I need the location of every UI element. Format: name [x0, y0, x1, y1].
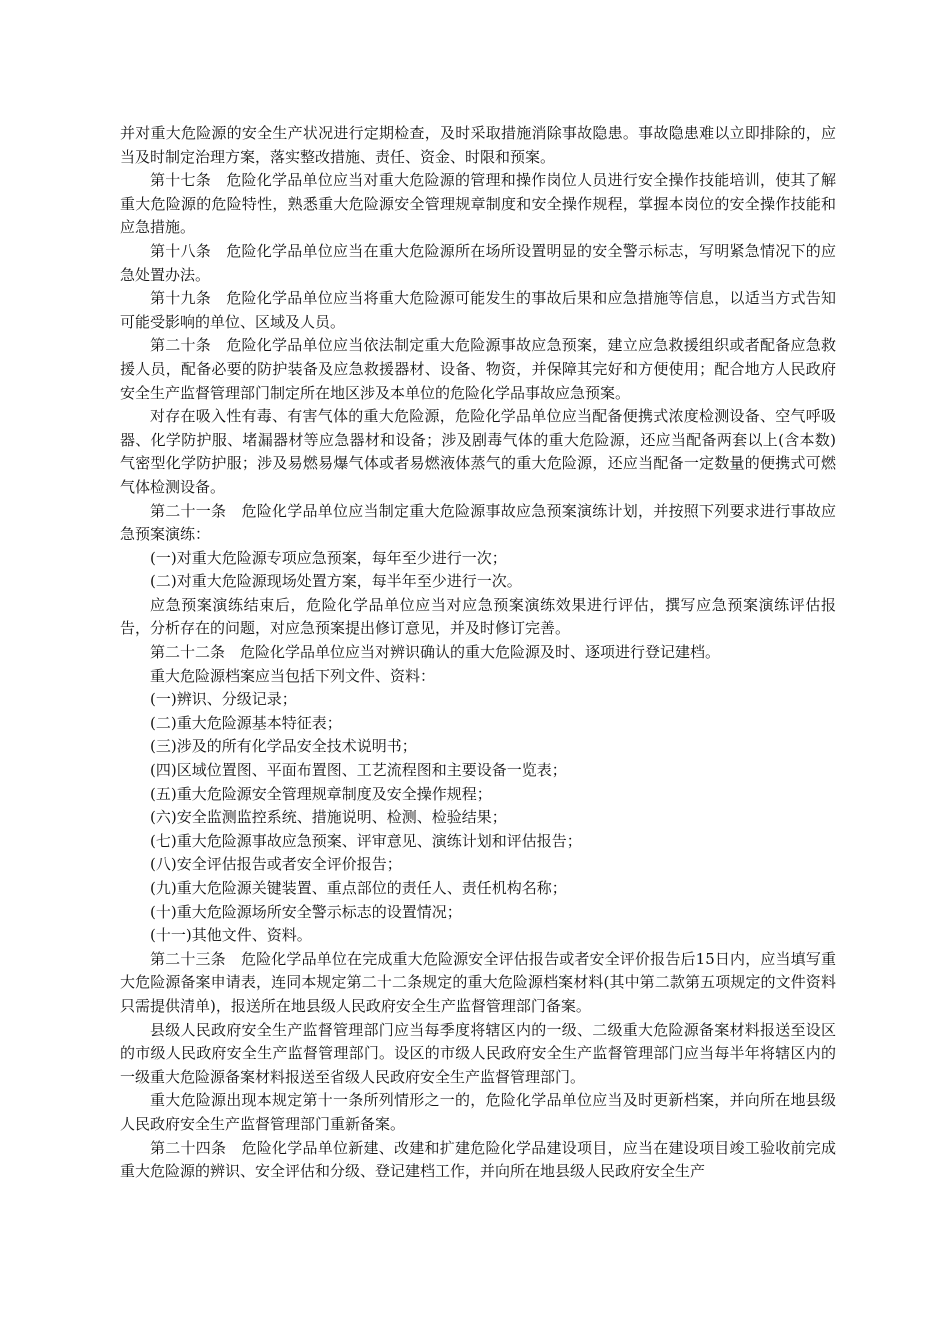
paragraph: 第十七条 危险化学品单位应当对重大危险源的管理和操作岗位人员进行安全操作技能培训，使其了解重大危险源的危险特性，熟悉重大危险源安全管理规章制度和安全操作规程，掌握本岗位的安全操作技能和应急措施。: [120, 171, 836, 237]
paragraph: 县级人民政府安全生产监督管理部门应当每季度将辖区内的一级、二级重大危险源备案材料报送至设区的市级人民政府安全生产监督管理部门。设区的市级人民政府安全生产监督管理部门应当每半年将辖区内的一级重大危险源备案材料报送至省级人民政府安全生产监督管理部门。: [120, 1020, 836, 1086]
paragraph: (三)涉及的所有化学品安全技术说明书；: [150, 737, 417, 756]
paragraph: (十)重大危险源场所安全警示标志的设置情况；: [150, 902, 462, 921]
paragraph: (七)重大危险源事故应急预案、评审意见、演练计划和评估报告；: [150, 831, 582, 850]
paragraph: (一)对重大危险源专项应急预案，每年至少进行一次；: [150, 548, 507, 567]
paragraph: (十一)其他文件、资料。: [150, 926, 312, 945]
paragraph: (九)重大危险源关键装置、重点部位的责任人、责任机构名称；: [150, 879, 567, 897]
paragraph: 第二十条 危险化学品单位应当依法制定重大危险源事故应急预案，建立应急救援组织或者配备应急救援人员，配备必要的防护装备及应急救援器材、设备、物资，并保障其完好和方便使用；配合地方人民政府安全生产监督管理部门制定所在地区涉及本单位的危险化学品事故应急预案。: [120, 336, 836, 402]
paragraph: (四)区域位置图、平面布置图、工艺流程图和主要设备一览表；: [150, 761, 567, 780]
paragraph: (六)安全监测监控系统、措施说明、检测、检验结果；: [150, 808, 507, 827]
paragraph: 第二十二条 危险化学品单位应当对辨识确认的重大危险源及时、逐项进行登记建档。: [150, 643, 721, 662]
paragraph: 第十九条 危险化学品单位应当将重大危险源可能发生的事故后果和应急措施等信息，以适当方式告知可能受影响的单位、区域及人员。: [120, 289, 836, 331]
paragraph: 对存在吸入性有毒、有害气体的重大危险源，危险化学品单位应当配备便携式浓度检测设备、空气呼吸器、化学防护服、堵漏器材等应急器材和设备；涉及剧毒气体的重大危险源，还应当配备两套以上(含本数)气密型化学防护服；涉及易燃易爆气体或者易燃液体蒸气的重大危险源，还应当配备一定数量的便携式可燃气体检测设备。: [120, 407, 836, 496]
paragraph: 应急预案演练结束后，危险化学品单位应当对应急预案演练效果进行评估，撰写应急预案演练评估报告，分析存在的问题，对应急预案提出修订意见，并及时修订完善。: [120, 595, 836, 638]
paragraph: (五)重大危险源安全管理规章制度及安全操作规程；: [150, 784, 492, 803]
paragraph: 第二十四条 危险化学品单位新建、改建和扩建危险化学品建设项目，应当在建设项目竣工验收前完成重大危险源的辨识、安全评估和分级、登记建档工作，并向所在地县级人民政府安全生产: [120, 1138, 836, 1181]
paragraph: 重大危险源出现本规定第十一条所列情形之一的，危险化学品单位应当及时更新档案，并向所在地县级人民政府安全生产监督管理部门重新备案。: [120, 1091, 836, 1133]
paragraph: 第二十三条 危险化学品单位在完成重大危险源安全评估报告或者安全评价报告后15日内，应当填写重大危险源备案申请表，连同本规定第二十二条规定的重大危险源档案材料(其中第二款第五项规定的文件资料只需提供清单)，报送所在地县级人民政府安全生产监督管理部门备案。: [120, 949, 836, 1015]
paragraph: (二)对重大危险源现场处置方案，每半年至少进行一次。: [150, 572, 522, 591]
paragraph: 并对重大危险源的安全生产状况进行定期检查，及时采取措施消除事故隐患。事故隐患难以立即排除的，应当及时制定治理方案，落实整改措施、责任、资金、时限和预案。: [120, 124, 836, 166]
paragraph: 第十八条 危险化学品单位应当在重大危险源所在场所设置明显的安全警示标志，写明紧急情况下的应急处置办法。: [120, 241, 836, 284]
paragraph: (二)重大危险源基本特征表；: [150, 713, 342, 732]
paragraph: (八)安全评估报告或者安全评价报告；: [150, 855, 402, 874]
document-page: [120, 122, 836, 1184]
paragraph: (一)辨识、分级记录；: [150, 690, 297, 709]
paragraph: 第二十一条 危险化学品单位应当制定重大危险源事故应急预案演练计划，并按照下列要求进行事故应急预案演练：: [120, 501, 836, 544]
paragraph: 重大危险源档案应当包括下列文件、资料：: [150, 666, 436, 685]
